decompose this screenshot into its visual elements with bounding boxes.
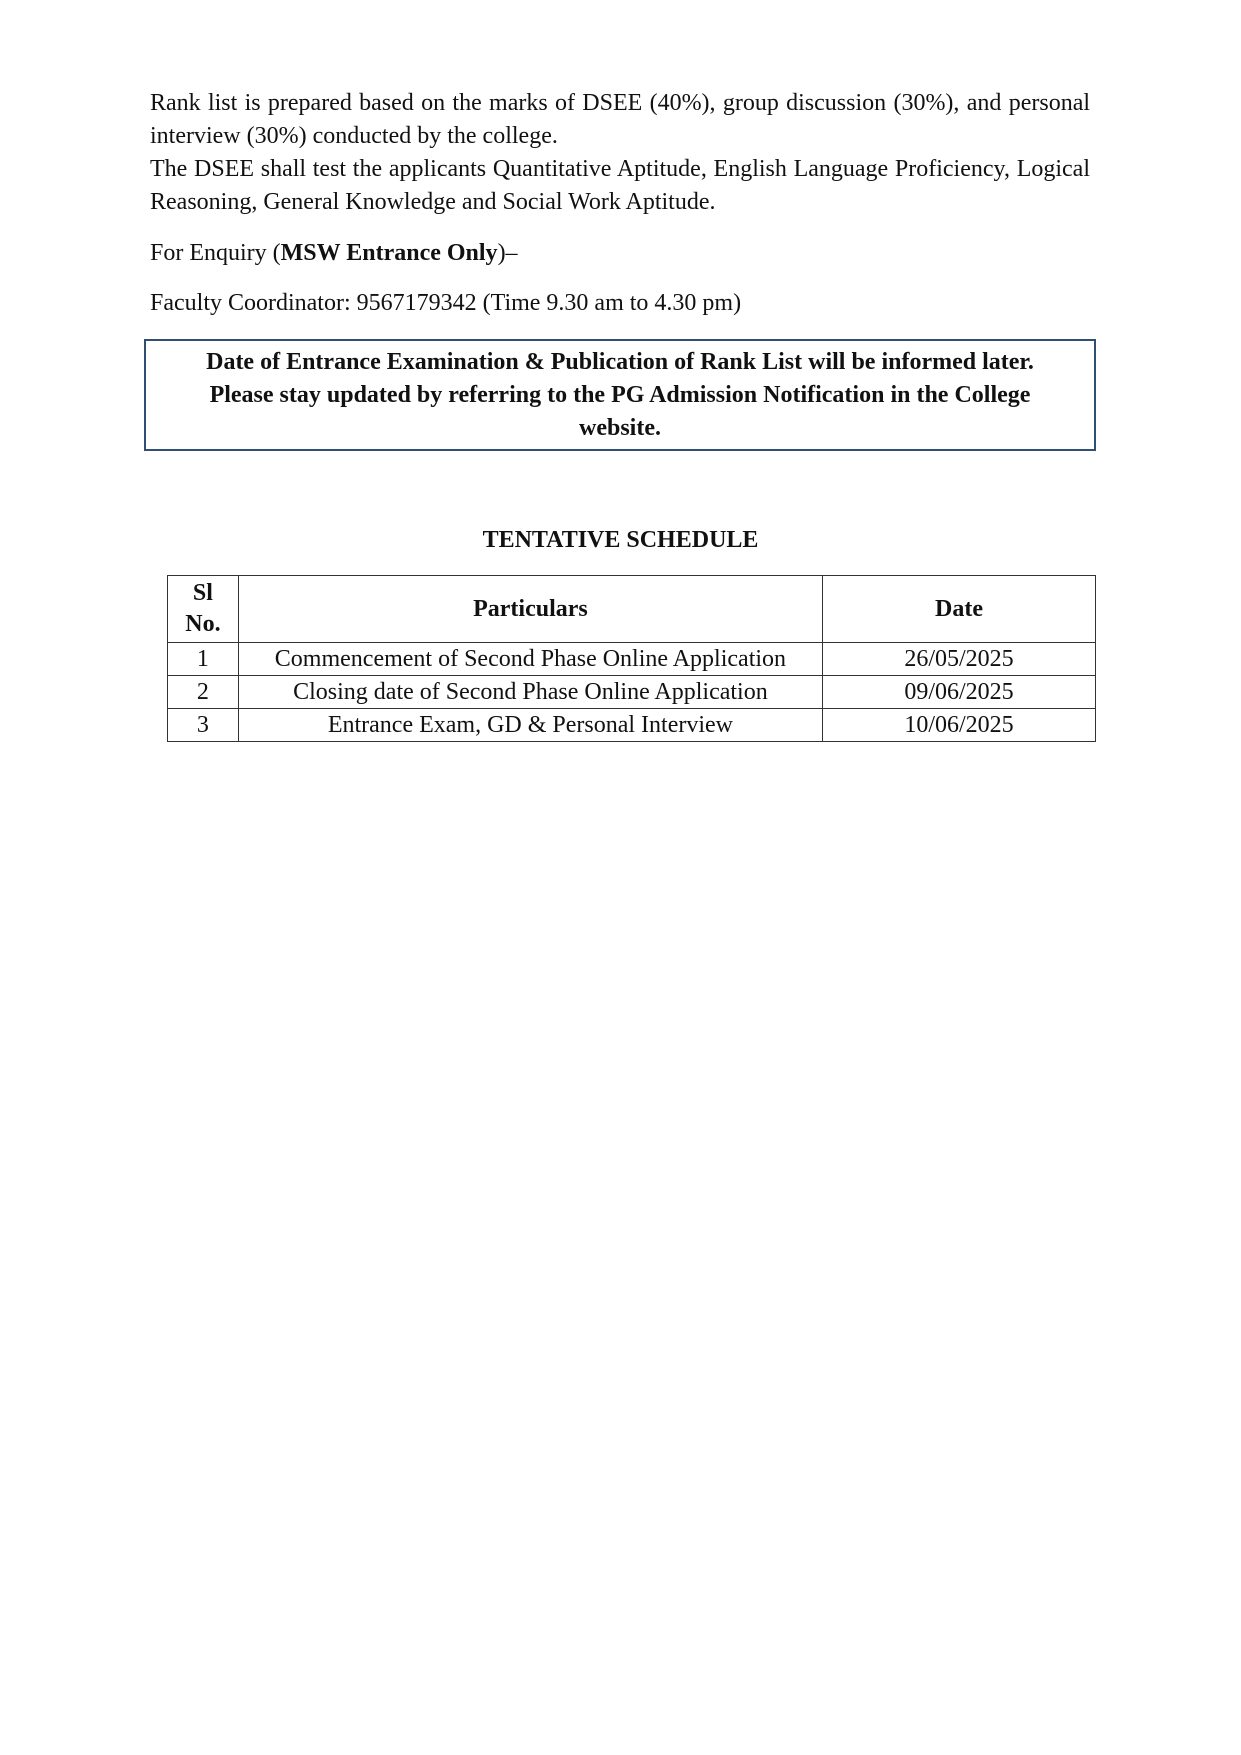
faculty-coordinator: Faculty Coordinator: 9567179342 (Time 9.30 am to 4.30 pm) [150, 290, 742, 316]
row-date: 26/05/2025 [823, 643, 1096, 676]
table-row [168, 676, 1096, 709]
notice-line-3: website. [579, 415, 661, 441]
enquiry-bold: MSW Entrance Only [280, 240, 498, 266]
header-sl: Sl [192, 580, 213, 606]
enquiry-line [150, 237, 518, 270]
header-date: Date [823, 576, 1096, 643]
table-row [168, 709, 1096, 742]
row-particulars: Commencement of Second Phase Online Application [238, 643, 822, 676]
rank-list-line-1: Rank list is prepared based on the marks of DSEE (40%), group discussion (30%), and [150, 90, 1002, 116]
dsee-line-1: The DSEE shall test the applicants Quantitative Aptitude, English Language Proficiency, [150, 156, 1010, 182]
schedule-table [167, 575, 1096, 742]
rank-list-line-2: personal interview (30%) conducted by the college. [150, 90, 1091, 149]
row-particulars: Entrance Exam, GD & Personal Interview [238, 709, 822, 742]
rank-list-paragraph [150, 87, 1090, 153]
row-date: 09/06/2025 [823, 676, 1096, 709]
table-row [168, 643, 1096, 676]
notice-box [144, 339, 1096, 451]
enquiry-suffix: )– [497, 240, 518, 266]
header-sl-no [168, 576, 239, 643]
row-date: 10/06/2025 [823, 709, 1096, 742]
schedule-header-row [168, 576, 1096, 643]
schedule-title: TENTATIVE SCHEDULE [482, 527, 759, 553]
header-no: No. [185, 611, 221, 637]
notice-line-2: Please stay updated by referring to the PG Admission Notification in the College [209, 382, 1031, 408]
dsee-paragraph [150, 153, 1090, 219]
row-sl: 2 [168, 676, 239, 709]
dsee-line-2: Logical Reasoning, General Knowledge and Social Work Aptitude. [150, 156, 1091, 215]
row-sl: 3 [168, 709, 239, 742]
header-particulars: Particulars [238, 576, 822, 643]
row-sl: 1 [168, 643, 239, 676]
enquiry-prefix: For Enquiry ( [150, 240, 281, 266]
notice-line-1: Date of Entrance Examination & Publication of Rank List will be informed later. [206, 349, 1034, 375]
row-particulars: Closing date of Second Phase Online Application [238, 676, 822, 709]
